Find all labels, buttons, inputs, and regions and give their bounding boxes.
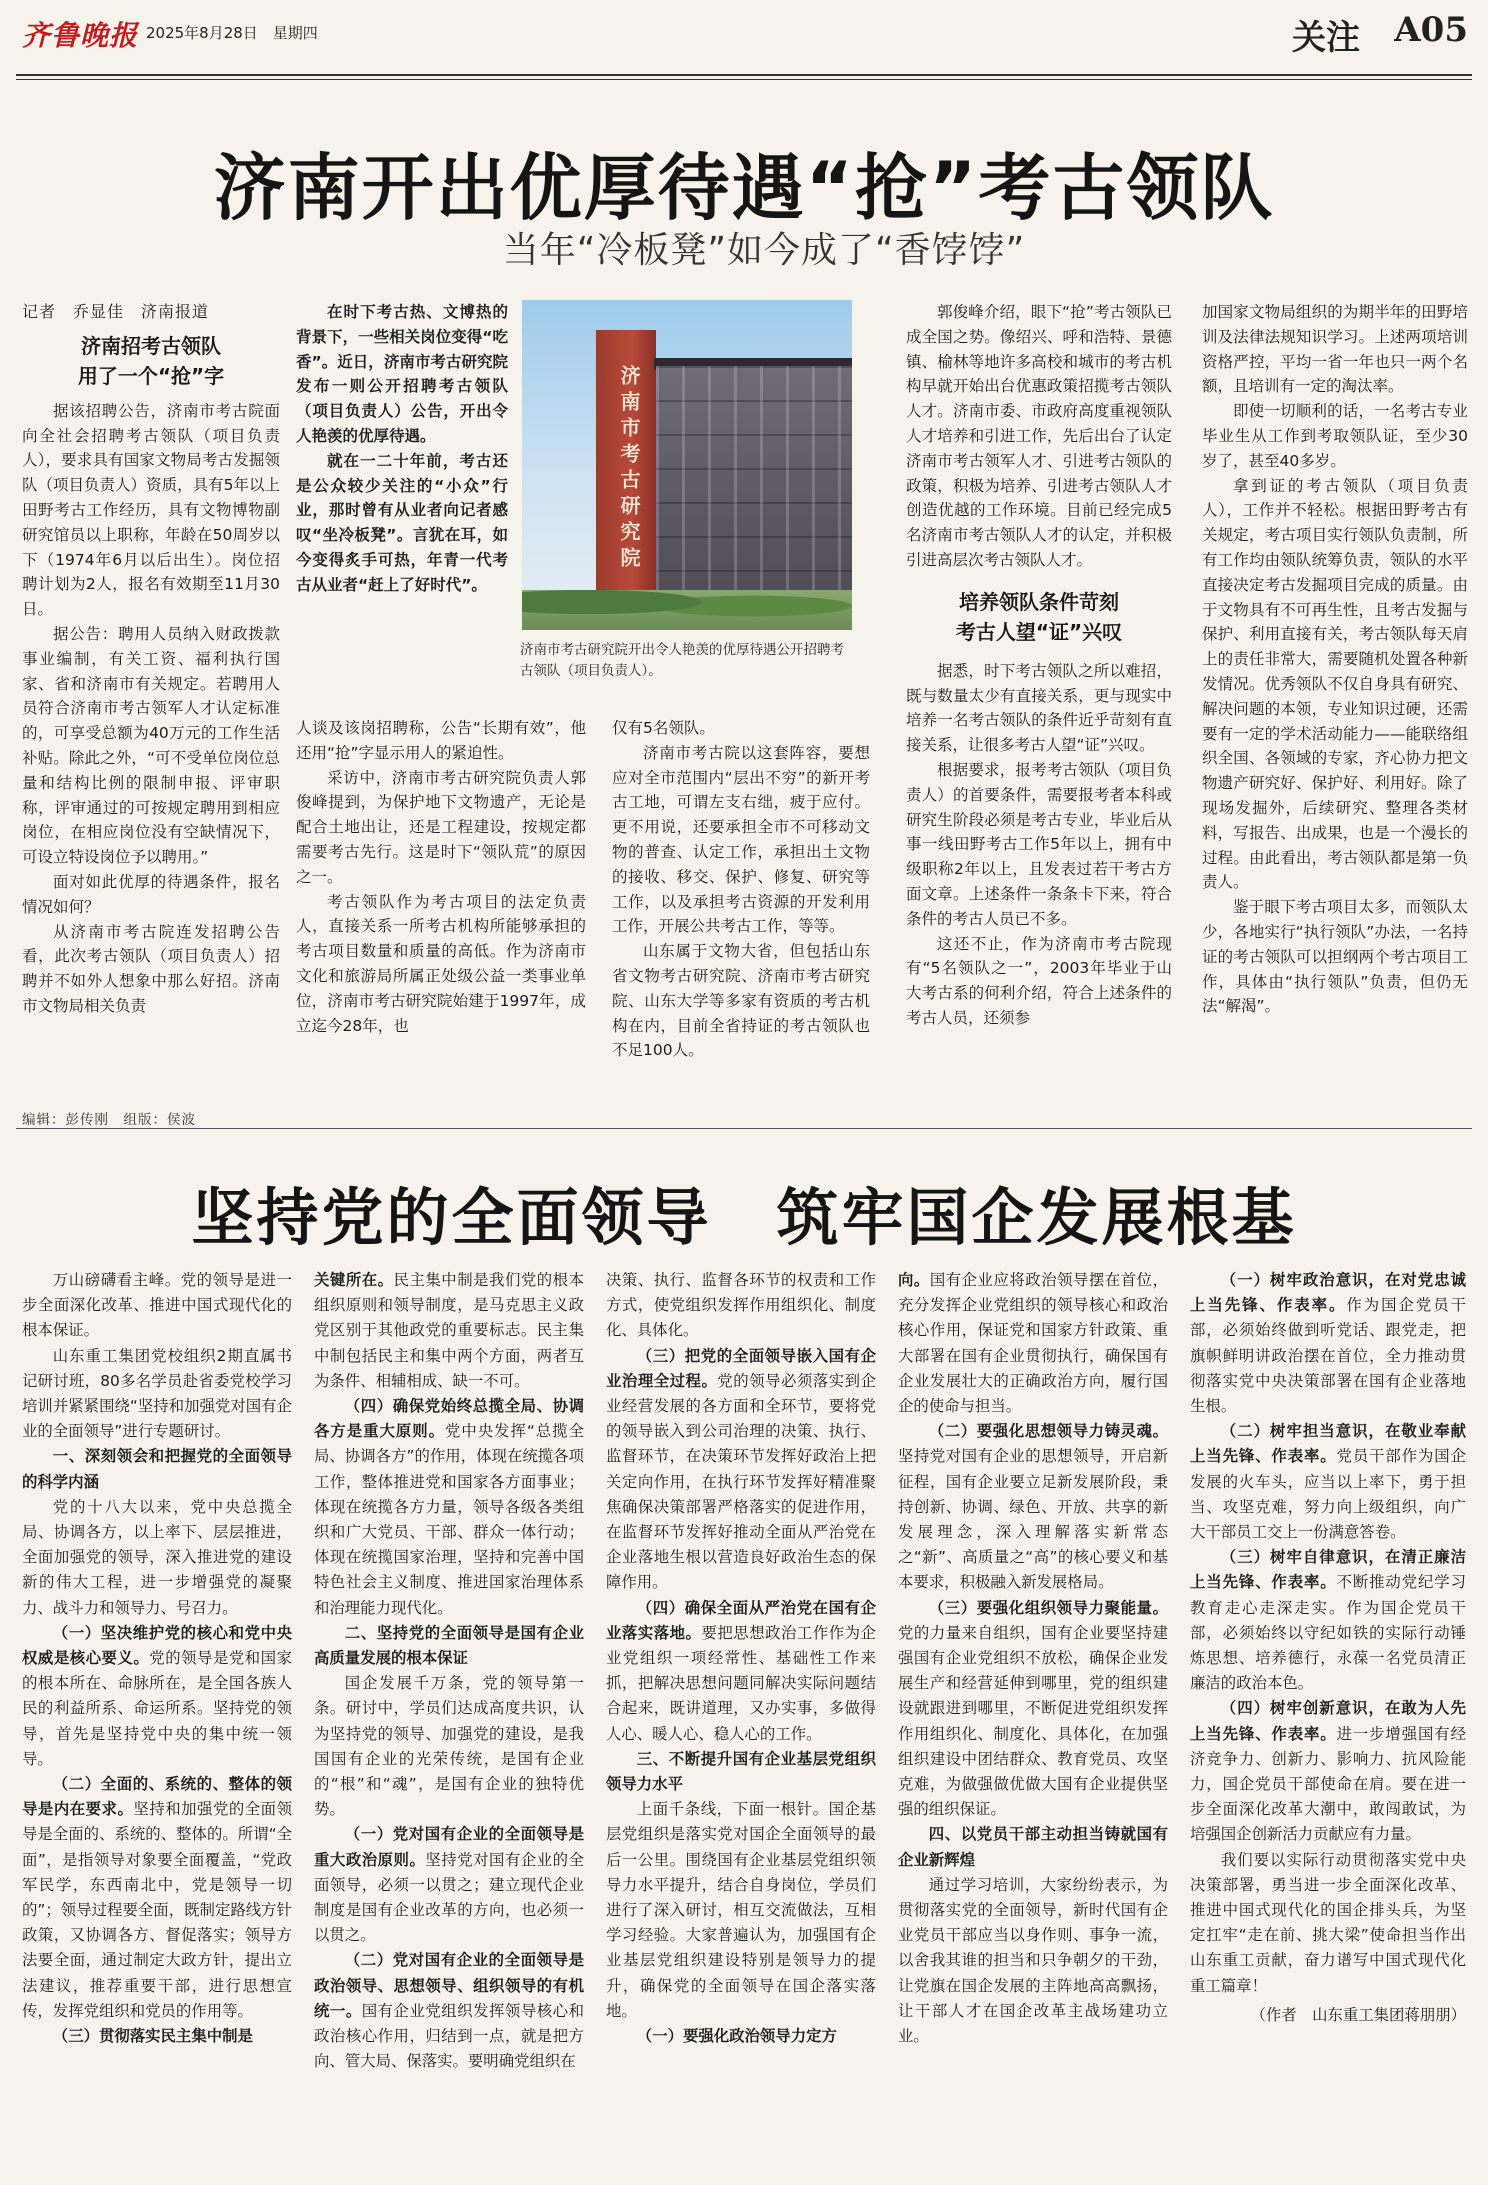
- paragraph: 人谈及该岗招聘称，公告“长期有效”，他还用“抢”字显示用人的紧迫性。: [296, 719, 586, 762]
- inline-heading: 关键所在。: [314, 1271, 394, 1289]
- inline-text: 党员干部作为国企发展的火车头，应当以上率下，勇于担当、攻坚克难，努力向上级组织，向广大干部员工交上一份满意答卷。: [1190, 1447, 1466, 1542]
- paragraph: [22, 1772, 292, 2024]
- paragraph: 我们要以实际行动贯彻落实党中央决策部署，勇当进一步全面深化改革、推进中国式现代化的国企排头兵，为坚定扛牢“走在前、挑大梁”使命担当作出山东重工贡献，奋力谱写中国式现代化重工篇章！: [1190, 1850, 1466, 1995]
- paragraph: 万山磅礴看主峰。党的领导是进一步全面深化改革、推进中国式现代化的根本保证。: [22, 1271, 292, 1340]
- inline-heading: （四）确保全面从严治党在国有企业落实落地。: [606, 1598, 876, 1642]
- author-credit: （作者 山东重工集团蒋朋朋）: [1250, 2005, 1466, 2024]
- paragraph: [1190, 1419, 1466, 1545]
- section-heading: 二、坚持党的全面领导是国有企业高质量发展的根本保证: [314, 1623, 584, 1668]
- paragraph: [898, 1268, 1168, 1419]
- paragraph: 郭俊峰介绍，眼下“抢”考古领队已成全国之势。像绍兴、呼和浩特、景德镇、榆林等地许多高校和城市的考古机构早就开始出台优惠政策招揽考古领队人才。济南市委、市政府高度重视领队人才培养和引进工作，先后出台了认定济南市考古领军人才、引进考古领队的政策，积极为培养、引进考古领队人才创造优越的工作环境。目前已经完成5名济南市考古领队人才的认定，并积极引进高层次考古领队人才。: [906, 303, 1172, 569]
- paragraph: 党的十八大以来，党中央总揽全局、协调各方，以上率下、层层推进，全面加强党的领导，深入推进党的建设新的伟大工程，进一步增强党的凝聚力、战斗力和领导力、号召力。: [22, 1497, 292, 1617]
- photo-caption: 济南市考古研究院开出令人艳羡的优厚待遇公开招聘考古领队（项目负责人）。: [520, 642, 844, 679]
- article2-column-5: [1190, 1268, 1466, 2173]
- paragraph: 从济南市考古院连发招聘公告看，此次考古领队（项目负责人）招聘并不如外人想象中那么好招。济南市文物局相关负责: [22, 922, 280, 1015]
- lead-paragraph: 就在一二十年前，考古还是公众较少关注的“小众”行业，那时曾有从业者向记者感叹“坐冷板凳”。言犹在耳，如今变得炙手可热，年青一代考古从业者“赶上了好时代”。: [296, 451, 508, 594]
- article2-column-3: [606, 1268, 876, 2173]
- section-heading: 三、不断提升国有企业基层党组织领导力水平: [606, 1749, 876, 1794]
- inline-text: 国有企业应将政治领导摆在首位，充分发挥企业党组织的领导核心和政治核心作用，保证党和国家方针政策、重大部署在国有企业贯彻执行，确保国有企业发展壮大的正确政治方向，履行国企的使命与担当。: [898, 1271, 1168, 1416]
- paragraph: 据该招聘公告，济南市考古院面向全社会招聘考古领队（项目负责人），要求具有国家文物局考古发掘领队（项目负责人）资质，具有5年以上田野考古工作经历，具有文物博物副研究馆员以上职称，年龄在50周岁以下（1974年6月以后出生）。岗位招聘计划为2人，报名有效期至11月30日。: [22, 401, 280, 619]
- paragraph: [314, 1268, 584, 1394]
- inline-text: 党中央发挥“总揽全局、协调各方”的作用，体现在统揽各项工作，整体推进党和国家各方面事业；体现在统揽各方力量，领导各级各类组织和广大党员、干部、群众一体行动；体现在统揽国家治理，坚持和完善中国特色社会主义制度、推进国家治理体系和治理能力现代化。: [314, 1422, 584, 1617]
- newspaper-brand: 齐鲁晚报: [22, 19, 139, 52]
- inline-heading: 向。: [898, 1271, 930, 1289]
- paragraph: [1190, 1696, 1466, 1847]
- article1-column-2: [296, 716, 586, 1090]
- page-number: A05: [1394, 10, 1468, 50]
- header-rule: [16, 74, 1472, 76]
- photo-building-tower: [596, 330, 656, 608]
- paragraph: 通过学习培训，大家纷纷表示，为贯彻落实党的全面领导，新时代国有企业党员干部应当以身作则、事争一流，以舍我其谁的担当和只争朝夕的干劲，让党旗在国企发展的主阵地高高飘扬，让干部人才在国企改革主战场建功立业。: [898, 1875, 1168, 2046]
- paragraph: 加国家文物局组织的为期半年的田野培训及法律法规知识学习。上述两项培训资格严控，平均一省一年也只一两个名额，且培训有一定的淘汰率。: [1202, 303, 1468, 396]
- article1-column-5: [1202, 300, 1468, 1090]
- paragraph: 根据要求，报考考古领队（项目负责人）的首要条件，需要报考者本科或研究生阶段必须是考古专业，毕业后从事一线田野考古工作5年以上，拥有中级职称2年以上，且发表过若干考古方面文章。上述条件一条条卡下来，符合条件的考古人员已不多。: [906, 760, 1172, 928]
- paragraph: [314, 1822, 584, 1948]
- inline-heading: （三）把党的全面领导嵌入国有企业治理全过程。: [606, 1346, 876, 1390]
- inline-heading: （二）全面的、系统的、整体的领导是内在要求。: [22, 1775, 292, 1819]
- editor-credit: 编辑：彭传刚 组版：侯波: [22, 1112, 196, 1128]
- inline-text: 党的力量来自组织，国有企业要坚持建强国有企业党组织不放松，确保企业发展生产和经营延伸到哪里，党的组织建设就跟进到哪里，不断促进党组织发挥作用组织化、制度化、具体化，在加强组织建设中团结群众、教育党员、攻坚克难，为做强做优做大国有企业提供坚强的组织保证。: [898, 1623, 1168, 1819]
- paragraph: 考古领队作为考古项目的法定负责人，直接关系一所考古机构所能够承担的考古项目数量和质量的高低。作为济南市文化和旅游局所属正处级公益一类事业单位，济南市考古研究院始建于1997年，成立迄今28年，也: [296, 892, 586, 1035]
- paragraph: 这还不止，作为济南市考古院现有“5名领队之一”，2003年毕业于山大考古系的何利介绍，符合上述条件的考古人员，还须参: [906, 934, 1172, 1027]
- photo-building-main: [656, 366, 852, 606]
- inline-text: 坚持党对国有企业的全面领导，必须一以贯之；建立现代企业制度是国有企业改革的方向，也必须一以贯之。: [314, 1850, 584, 1945]
- inline-text: 民主集中制是我们党的根本组织原则和领导制度，是马克思主义政党区别于其他政党的重要标志。民主集中制包括民主和集中两个方面，两者互为条件、相辅相成、缺一不可。: [314, 1271, 584, 1390]
- paragraph: 拿到证的考古领队（项目负责人），工作并不轻松。根据田野考古有关规定，考古项目实行领队负责制，所有工作均由领队统筹负责，领队的水平直接决定考古发掘项目完成的质量。由于文物具有不可再生性，且考古发掘与保护、利用直接有关，考古领队每天肩上的责任非常大，需要随机处置各种新发情况。优秀领队不仅自身具有研究、解决问题的本领，专业知识过硬，还需要有一定的学术活动能力——能联络组织全国、各领域的专家，齐心协力把文物遗产研究好、保护好、利用好。除了现场发掘外，后续研究、整理各类材料，写报告、出成果，也是一个漫长的过程。由此看出，考古领队都是第一负责人。: [1202, 476, 1468, 892]
- inline-text: 不断推动党纪学习教育走心走深走实。作为国企党员干部，必须始终以守纪如铁的实际行动锤炼思想、培养德行，永葆一名党员清正廉洁的政治本色。: [1190, 1573, 1466, 1693]
- inline-heading: （二）党对国有企业的全面领导是政治领导、思想领导、组织领导的有机统一。: [314, 1951, 584, 2020]
- inline-text: 进一步增强国有经济竞争力、创新力、影响力、抗风险能力，国企党员干部使命在肩。要在进一步全面深化改革大潮中，敢闯敢试，为培强国企创新活力贡献应有力量。: [1190, 1724, 1466, 1844]
- inline-heading: （二）要强化思想领导力铸灵魂。: [928, 1422, 1168, 1441]
- page-header: [0, 0, 1488, 82]
- paragraph: 据公告：聘用人员纳入财政拨款事业编制，有关工资、福利执行国家、省和济南市有关规定。若聘用人员符合济南市考古领军人才认定标准的，可享受总额为40万元的工作生活补贴。除此之外，“可不受单位岗位总量和结构比例的限制申报、评审职称，评审通过的可按规定聘用到相应岗位，在相应岗位没有空缺情况下，可设立特设岗位予以聘用。”: [22, 624, 280, 867]
- inline-heading: （二）树牢担当意识，在敬业奉献上当先锋、作表率。: [1190, 1422, 1466, 1466]
- inline-heading: （一）坚决维护党的核心和党中央权威是核心要义。: [22, 1623, 292, 1668]
- article1-column-4: [906, 300, 1172, 1090]
- article1-subtitle-2: 培养领队条件苛刻 考古人望“证”兴叹: [955, 589, 1123, 644]
- paragraph: 山东属于文物大省，但包括山东省文物考古研究院、济南市考古研究院、山东大学等多家有资质的考古机构在内，目前全省持证的考古领队也不足100人。: [612, 942, 870, 1060]
- inline-text: 要把思想政治工作作为企业党组织一项经常性、基础性工作来抓，把解决思想问题同解决实际问题结合起来，既讲道理，又办实事，多做得人心、暖人心、稳人心的工作。: [606, 1623, 876, 1743]
- inline-heading: （一）树牢政治意识，在对党忠诚上当先锋、作表率。: [1190, 1271, 1466, 1315]
- section-heading: 四、以党员干部主动担当铸就国有企业新辉煌: [898, 1825, 1168, 1869]
- article2-column-1: [22, 1268, 292, 2173]
- paragraph: [314, 1948, 584, 2074]
- article1-lead: [296, 300, 508, 700]
- paragraph: 面对如此优厚的待遇条件，报名情况如何？: [22, 872, 280, 916]
- paragraph: 山东重工集团党校组织2期直属书记研讨班，80多名学员赴省委党校学习培训并紧紧围绕“坚持和加强党对国有企业的全面领导”进行专题研讨。: [22, 1346, 292, 1441]
- photo-trees: [522, 590, 852, 630]
- paragraph: [314, 1394, 584, 1621]
- inline-text: 坚持和加强党的全面领导是全面的、系统的、整体的。所谓“全面”，是指领导对象要全面覆盖，“党政军民学，东西南北中，党是领导一切的”；领导过程要全面，既制定路线方针政策，又协调各方、督促落实；领导方法要全面，通过制定大政方针，提出立法建议，推荐重要干部，进行思想宣传，发挥党组织和党员的作用等。: [22, 1800, 292, 2020]
- article1-headline: 济南开出优厚待遇“抢”考古领队: [213, 146, 1275, 230]
- paragraph: 即使一切顺利的话，一名考古专业毕业生从工作到考取领队证，至少30岁了，甚至40多岁。: [1202, 402, 1468, 470]
- paragraph: 鉴于眼下考古项目太多，而领队太少，各地实行“执行领队”办法，一名持证的考古领队可以担纲两个考古项目工作，具体由“执行领队”负责，但仍无法“解渴”。: [1202, 898, 1468, 1016]
- header-rule-thin: [16, 79, 1472, 80]
- inline-text: 作为国企党员干部，必须始终做到听党话、跟党走，把旗帜鲜明讲政治摆在首位，全力推动贯彻落实党中央决策部署在国有企业落地生根。: [1190, 1296, 1466, 1416]
- paragraph: [898, 1596, 1168, 1823]
- article1-photo: [522, 300, 852, 630]
- article2-column-4: [898, 1268, 1168, 2173]
- article2-headline: 坚持党的全面领导 筑牢国企发展根基: [191, 1181, 1297, 1254]
- paragraph: 上面千条线，下面一根针。国企基层党组织是落实党对国企全面领导的最后一公里。围绕国有企业基层党组织领导力水平提升，结合自身岗位，学员们进行了深入研讨，相互交流做法，互相学习经验。大家普遍认为，加强国有企业基层党组织建设特别是领导力的提升，确保党的全面领导在国企落实落地。: [606, 1800, 876, 2020]
- paragraph: 济南市考古院以这套阵容，要想应对全市范围内“层出不穷”的新开考古工地，可谓左支右绌，疲于应付。更不用说，还要承担全市不可移动文物的普查、认定工作，承担出土文物的接收、移交、保护、修复、研究等工作，以及承担考古资源的开发利用工作，开展公共考古工作，等等。: [612, 743, 870, 936]
- paragraph: [606, 1596, 876, 1747]
- paragraph: [22, 1621, 292, 1772]
- section-divider: [16, 1128, 1472, 1129]
- article2-column-2: [314, 1268, 584, 2173]
- paragraph: 采访中，济南市考古研究院负责人郭俊峰提到，为保护地下文物遗产，无论是配合土地出让，还是工程建设，按规定都需要考古先行。这是时下“领队荒”的原因之一。: [296, 768, 586, 886]
- inline-heading: （四）确保党始终总揽全局、协调各方是重大原则。: [314, 1397, 584, 1441]
- article1-subtitle-1: 济南招考古领队 用了一个“抢”字: [77, 333, 225, 388]
- inline-text: 党的领导是党和国家的根本所在、命脉所在，是全国各族人民的利益所系、命运所系。坚持党的领导，首先是坚持党中央的集中统一领导。: [22, 1649, 292, 1768]
- article1-subheadline: 当年“冷板凳”如今成了“香饽饽”: [502, 230, 1026, 271]
- article1-column-3: [612, 716, 870, 1090]
- lead-paragraph: 在时下考古热、文博热的背景下，一些相关岗位变得“吃香”。近日，济南市考古研究院发布一则公开招聘考古领队（项目负责人）公告，开出令人艳羡的优厚待遇。: [296, 303, 508, 445]
- inline-heading: （三）树牢自律意识，在清正廉洁上当先锋、作表率。: [1190, 1548, 1466, 1592]
- section-heading: （三）贯彻落实民主集中制是: [52, 2027, 253, 2046]
- inline-heading: （一）党对国有企业的全面领导是重大政治原则。: [314, 1825, 584, 1869]
- paragraph: [1190, 1268, 1466, 1419]
- section-heading: 一、深刻领会和把握党的全面领导的科学内涵: [22, 1447, 292, 1491]
- paragraph: 国企发展千万条，党的领导第一条。研讨中，学员们达成高度共识，认为坚持党的领导、加强党的建设，是我国国有企业的光荣传统，是国有企业的“根”和“魂”，是国有企业的独特优势。: [314, 1674, 584, 1819]
- paragraph: [898, 1419, 1168, 1595]
- section-heading: （一）要强化政治领导力定方: [636, 2027, 837, 2046]
- inline-text: 党的领导必须落实到企业经营发展的各方面和全环节，要将党的领导嵌入到公司治理的决策、执行、监督环节，在决策环节发挥好政治上把关定向作用，在执行环节发挥好精准聚焦确保决策部署严格落实的促进作用，在监督环节发挥好推动全面从严治党在企业落地生根以营造良好政治生态的保障作用。: [606, 1371, 876, 1592]
- byline: 记者 乔显佳 济南报道: [22, 302, 210, 321]
- paragraph: [1190, 1545, 1466, 1696]
- inline-text: 国有企业党组织发挥领导核心和政治核心作用，归结到一点，就是把方向、管大局、保落实。要明确党组织在: [314, 2001, 584, 2071]
- section-label: 关注: [1292, 18, 1360, 58]
- paragraph: 据悉，时下考古领队之所以难招，既与数量太少有直接关系，更与现实中培养一名考古领队的条件近乎苛刻有直接关系，让很多考古人望“证”兴叹。: [906, 661, 1172, 755]
- inline-heading: （三）要强化组织领导力聚能量。: [928, 1598, 1168, 1617]
- paragraph: [606, 1344, 876, 1596]
- inline-text: 坚持党对国有企业的思想领导，开启新征程，国有企业要立足新发展阶段，秉持创新、协调、绿色、开放、共享的新发展理念，深入理解落实新常态之“新”、高质量之“高”的核心要义和基本要求，积极融入新发展格局。: [898, 1447, 1168, 1592]
- inline-heading: （四）树牢创新意识，在敢为人先上当先锋、作表率。: [1190, 1699, 1466, 1743]
- paragraph: 决策、执行、监督各环节的权责和工作方式，使党组织发挥作用组织化、制度化、具体化。: [606, 1271, 876, 1340]
- issue-date: 2025年8月28日 星期四: [146, 24, 318, 42]
- article1-column-1: [22, 300, 280, 1090]
- photo-sign-text: 济南市考古研究院: [617, 365, 641, 573]
- paragraph: 仅有5名领队。: [612, 719, 715, 737]
